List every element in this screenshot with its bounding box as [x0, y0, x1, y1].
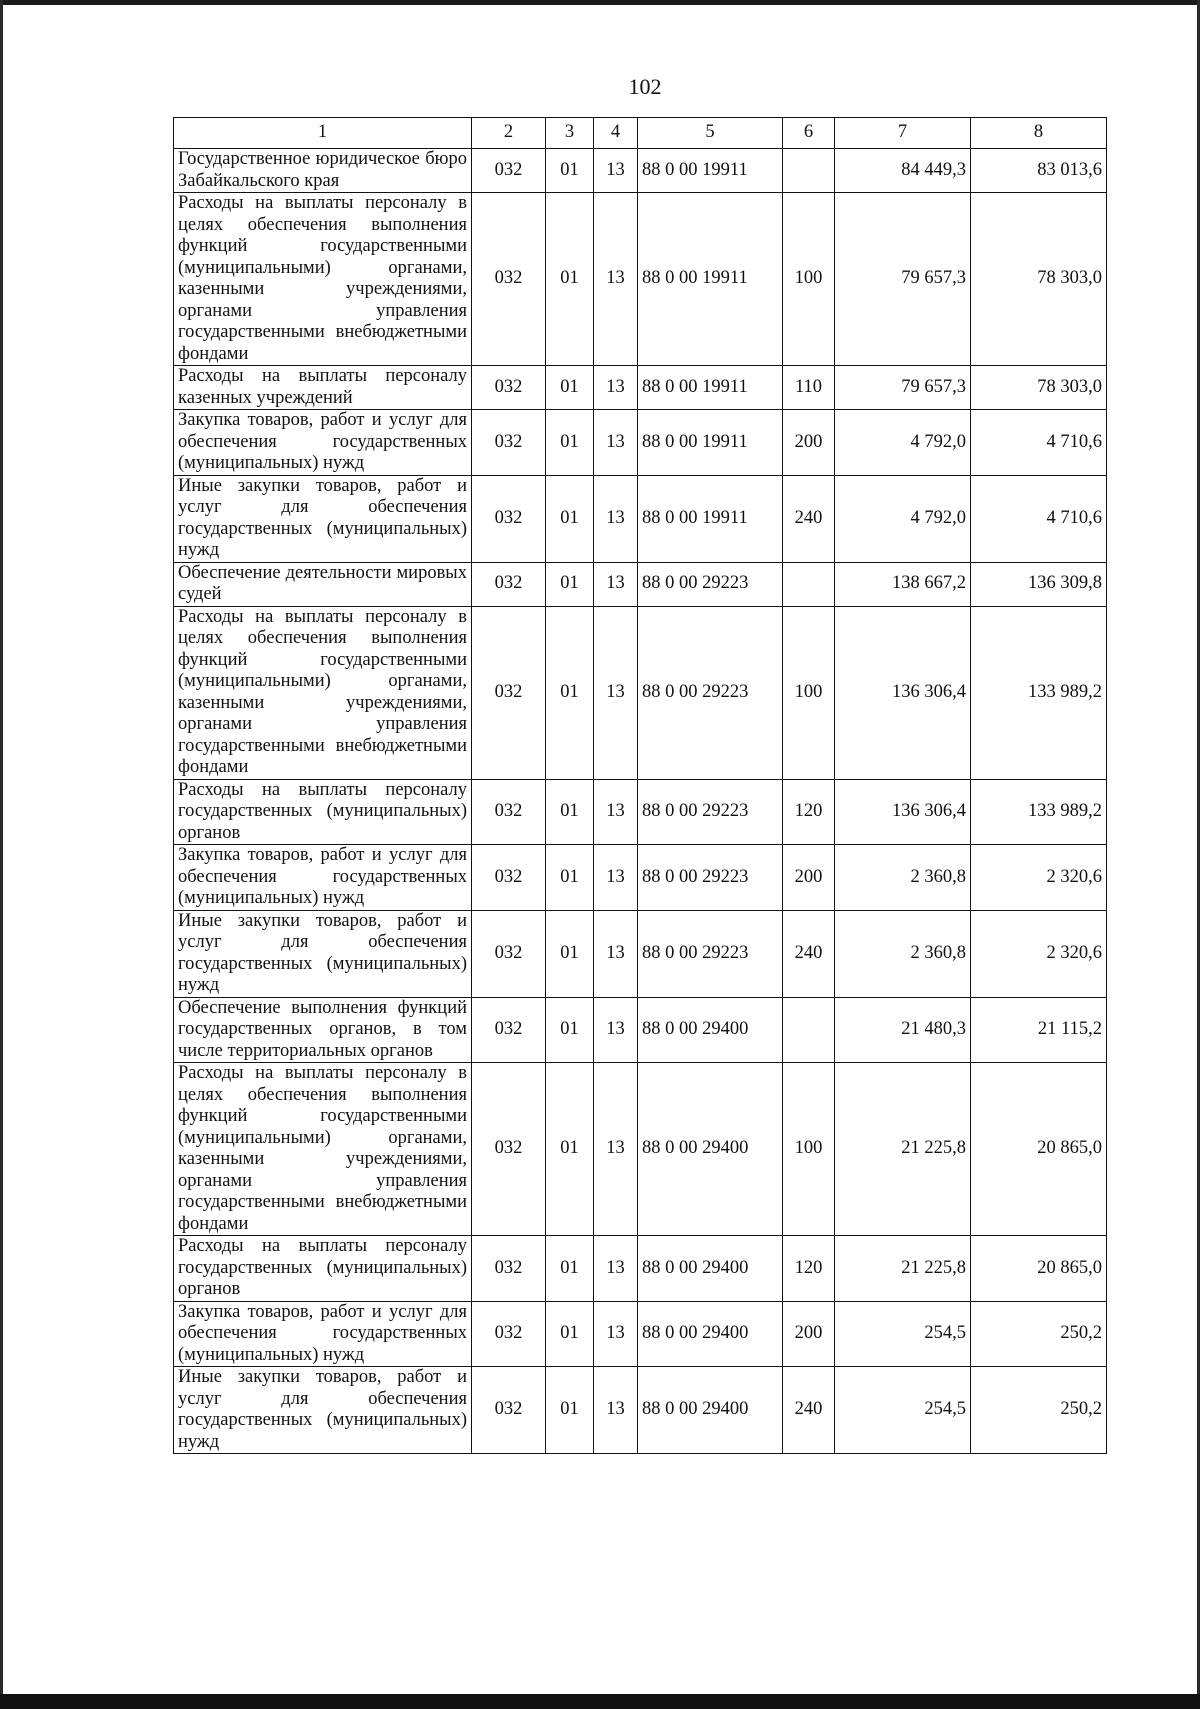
- table-row: [174, 410, 1107, 476]
- section-code-cell: 01: [546, 997, 594, 1063]
- ministry-code-cell: 032: [472, 910, 546, 997]
- ministry-code-cell: 032: [472, 997, 546, 1063]
- amount-year-2-cell: 78 303,0: [971, 193, 1107, 366]
- expense-name-cell: Расходы на выплаты персоналу государственных (муниципальных) органов: [174, 779, 472, 845]
- scan-border-left: [0, 0, 3, 1709]
- amount-year-2-cell: 136 309,8: [971, 562, 1107, 606]
- amount-year-1-cell: 21 225,8: [835, 1236, 971, 1302]
- amount-year-1-cell: 21 480,3: [835, 997, 971, 1063]
- ministry-code-cell: 032: [472, 779, 546, 845]
- expense-name-cell: Расходы на выплаты персоналу государственных (муниципальных) органов: [174, 1236, 472, 1302]
- table-row: [174, 475, 1107, 562]
- expense-type-cell: 200: [783, 1301, 835, 1367]
- amount-year-1-cell: 4 792,0: [835, 475, 971, 562]
- subsection-code-cell: 13: [594, 779, 638, 845]
- expense-name-cell: Закупка товаров, работ и услуг для обеспечения государственных (муниципальных) нужд: [174, 845, 472, 911]
- table-row: [174, 1063, 1107, 1236]
- expense-name-cell: Обеспечение выполнения функций государственных органов, в том числе территориальных органов: [174, 997, 472, 1063]
- amount-year-2-cell: 83 013,6: [971, 149, 1107, 193]
- table-body: [174, 149, 1107, 1454]
- amount-year-2-cell: 4 710,6: [971, 410, 1107, 476]
- expense-name-cell: Государственное юридическое бюро Забайкальского края: [174, 149, 472, 193]
- table-row: [174, 366, 1107, 410]
- expense-type-cell: 100: [783, 193, 835, 366]
- amount-year-1-cell: 21 225,8: [835, 1063, 971, 1236]
- target-item-cell: 88 0 00 29223: [638, 845, 783, 911]
- expense-type-cell: [783, 562, 835, 606]
- target-item-cell: 88 0 00 19911: [638, 410, 783, 476]
- subsection-code-cell: 13: [594, 845, 638, 911]
- subsection-code-cell: 13: [594, 606, 638, 779]
- subsection-code-cell: 13: [594, 410, 638, 476]
- expense-type-cell: 100: [783, 1063, 835, 1236]
- section-code-cell: 01: [546, 475, 594, 562]
- ministry-code-cell: 032: [472, 1367, 546, 1454]
- expense-name-cell: Закупка товаров, работ и услуг для обеспечения государственных (муниципальных) нужд: [174, 410, 472, 476]
- section-code-cell: 01: [546, 1301, 594, 1367]
- ministry-code-cell: 032: [472, 1063, 546, 1236]
- header-row: [174, 118, 1107, 149]
- section-code-cell: 01: [546, 1063, 594, 1236]
- subsection-code-cell: 13: [594, 910, 638, 997]
- target-item-cell: 88 0 00 29223: [638, 910, 783, 997]
- subsection-code-cell: 13: [594, 193, 638, 366]
- target-item-cell: 88 0 00 29400: [638, 1063, 783, 1236]
- amount-year-1-cell: 79 657,3: [835, 366, 971, 410]
- expense-type-cell: 120: [783, 779, 835, 845]
- section-code-cell: 01: [546, 149, 594, 193]
- header-col-3: 3: [546, 118, 594, 149]
- amount-year-1-cell: 136 306,4: [835, 779, 971, 845]
- expense-type-cell: 240: [783, 910, 835, 997]
- expense-type-cell: 240: [783, 475, 835, 562]
- amount-year-2-cell: 133 989,2: [971, 779, 1107, 845]
- expense-type-cell: 240: [783, 1367, 835, 1454]
- expense-type-cell: 110: [783, 366, 835, 410]
- subsection-code-cell: 13: [594, 562, 638, 606]
- table-row: [174, 910, 1107, 997]
- section-code-cell: 01: [546, 1367, 594, 1454]
- amount-year-1-cell: 2 360,8: [835, 845, 971, 911]
- section-code-cell: 01: [546, 1236, 594, 1302]
- amount-year-1-cell: 136 306,4: [835, 606, 971, 779]
- target-item-cell: 88 0 00 19911: [638, 149, 783, 193]
- section-code-cell: 01: [546, 562, 594, 606]
- section-code-cell: 01: [546, 366, 594, 410]
- target-item-cell: 88 0 00 19911: [638, 366, 783, 410]
- expense-name-cell: Обеспечение деятельности мировых судей: [174, 562, 472, 606]
- target-item-cell: 88 0 00 29223: [638, 779, 783, 845]
- expense-type-cell: 120: [783, 1236, 835, 1302]
- table-row: [174, 845, 1107, 911]
- ministry-code-cell: 032: [472, 606, 546, 779]
- subsection-code-cell: 13: [594, 997, 638, 1063]
- table-row: [174, 1236, 1107, 1302]
- ministry-code-cell: 032: [472, 1236, 546, 1302]
- target-item-cell: 88 0 00 29400: [638, 1301, 783, 1367]
- subsection-code-cell: 13: [594, 1063, 638, 1236]
- table-row: [174, 606, 1107, 779]
- expense-name-cell: Расходы на выплаты персоналу казенных учреждений: [174, 366, 472, 410]
- amount-year-1-cell: 79 657,3: [835, 193, 971, 366]
- target-item-cell: 88 0 00 29223: [638, 606, 783, 779]
- amount-year-2-cell: 250,2: [971, 1367, 1107, 1454]
- expense-type-cell: 200: [783, 410, 835, 476]
- amount-year-2-cell: 78 303,0: [971, 366, 1107, 410]
- section-code-cell: 01: [546, 910, 594, 997]
- header-col-5: 5: [638, 118, 783, 149]
- table-row: [174, 193, 1107, 366]
- expense-name-cell: Иные закупки товаров, работ и услуг для обеспечения государственных (муниципальных) нужд: [174, 910, 472, 997]
- ministry-code-cell: 032: [472, 1301, 546, 1367]
- table-row: [174, 1301, 1107, 1367]
- section-code-cell: 01: [546, 606, 594, 779]
- subsection-code-cell: 13: [594, 1236, 638, 1302]
- amount-year-2-cell: 2 320,6: [971, 910, 1107, 997]
- page-number: 102: [628, 74, 662, 99]
- ministry-code-cell: 032: [472, 562, 546, 606]
- scan-border-bottom: [0, 1694, 1200, 1709]
- amount-year-2-cell: 20 865,0: [971, 1063, 1107, 1236]
- subsection-code-cell: 13: [594, 1301, 638, 1367]
- table-row: [174, 997, 1107, 1063]
- amount-year-1-cell: 2 360,8: [835, 910, 971, 997]
- amount-year-1-cell: 4 792,0: [835, 410, 971, 476]
- target-item-cell: 88 0 00 19911: [638, 193, 783, 366]
- table-row: [174, 779, 1107, 845]
- target-item-cell: 88 0 00 29400: [638, 997, 783, 1063]
- header-col-1: 1: [174, 118, 472, 149]
- expense-name-cell: Расходы на выплаты персоналу в целях обеспечения выполнения функций государственными (муниципальными) органами, казенными учреждениями, органами управления государственными внебюджетными фондами: [174, 606, 472, 779]
- target-item-cell: 88 0 00 29223: [638, 562, 783, 606]
- ministry-code-cell: 032: [472, 845, 546, 911]
- table-row: [174, 562, 1107, 606]
- amount-year-2-cell: 250,2: [971, 1301, 1107, 1367]
- expense-name-cell: Закупка товаров, работ и услуг для обеспечения государственных (муниципальных) нужд: [174, 1301, 472, 1367]
- header-col-8: 8: [971, 118, 1107, 149]
- header-col-2: 2: [472, 118, 546, 149]
- subsection-code-cell: 13: [594, 475, 638, 562]
- amount-year-2-cell: 2 320,6: [971, 845, 1107, 911]
- expense-name-cell: Иные закупки товаров, работ и услуг для обеспечения государственных (муниципальных) нужд: [174, 475, 472, 562]
- amount-year-2-cell: 4 710,6: [971, 475, 1107, 562]
- amount-year-1-cell: 254,5: [835, 1367, 971, 1454]
- table-row: [174, 1367, 1107, 1454]
- section-code-cell: 01: [546, 779, 594, 845]
- expense-type-cell: [783, 997, 835, 1063]
- expense-type-cell: [783, 149, 835, 193]
- budget-table: [173, 117, 1107, 1454]
- amount-year-2-cell: 21 115,2: [971, 997, 1107, 1063]
- expense-name-cell: Иные закупки товаров, работ и услуг для обеспечения государственных (муниципальных) нужд: [174, 1367, 472, 1454]
- amount-year-2-cell: 20 865,0: [971, 1236, 1107, 1302]
- ministry-code-cell: 032: [472, 366, 546, 410]
- amount-year-1-cell: 138 667,2: [835, 562, 971, 606]
- ministry-code-cell: 032: [472, 475, 546, 562]
- header-col-4: 4: [594, 118, 638, 149]
- section-code-cell: 01: [546, 410, 594, 476]
- table-header: [174, 118, 1107, 149]
- header-col-6: 6: [783, 118, 835, 149]
- header-col-7: 7: [835, 118, 971, 149]
- section-code-cell: 01: [546, 845, 594, 911]
- ministry-code-cell: 032: [472, 149, 546, 193]
- expense-type-cell: 200: [783, 845, 835, 911]
- expense-type-cell: 100: [783, 606, 835, 779]
- target-item-cell: 88 0 00 19911: [638, 475, 783, 562]
- target-item-cell: 88 0 00 29400: [638, 1236, 783, 1302]
- ministry-code-cell: 032: [472, 193, 546, 366]
- subsection-code-cell: 13: [594, 366, 638, 410]
- amount-year-2-cell: 133 989,2: [971, 606, 1107, 779]
- amount-year-1-cell: 84 449,3: [835, 149, 971, 193]
- section-code-cell: 01: [546, 193, 594, 366]
- table-row: [174, 149, 1107, 193]
- target-item-cell: 88 0 00 29400: [638, 1367, 783, 1454]
- subsection-code-cell: 13: [594, 149, 638, 193]
- ministry-code-cell: 032: [472, 410, 546, 476]
- expense-name-cell: Расходы на выплаты персоналу в целях обеспечения выполнения функций государственными (муниципальными) органами, казенными учреждениями, органами управления государственными внебюджетными фондами: [174, 1063, 472, 1236]
- subsection-code-cell: 13: [594, 1367, 638, 1454]
- expense-name-cell: Расходы на выплаты персоналу в целях обеспечения выполнения функций государственными (муниципальными) органами, казенными учреждениями, органами управления государственными внебюджетными фондами: [174, 193, 472, 366]
- scan-border-top: [0, 0, 1200, 5]
- amount-year-1-cell: 254,5: [835, 1301, 971, 1367]
